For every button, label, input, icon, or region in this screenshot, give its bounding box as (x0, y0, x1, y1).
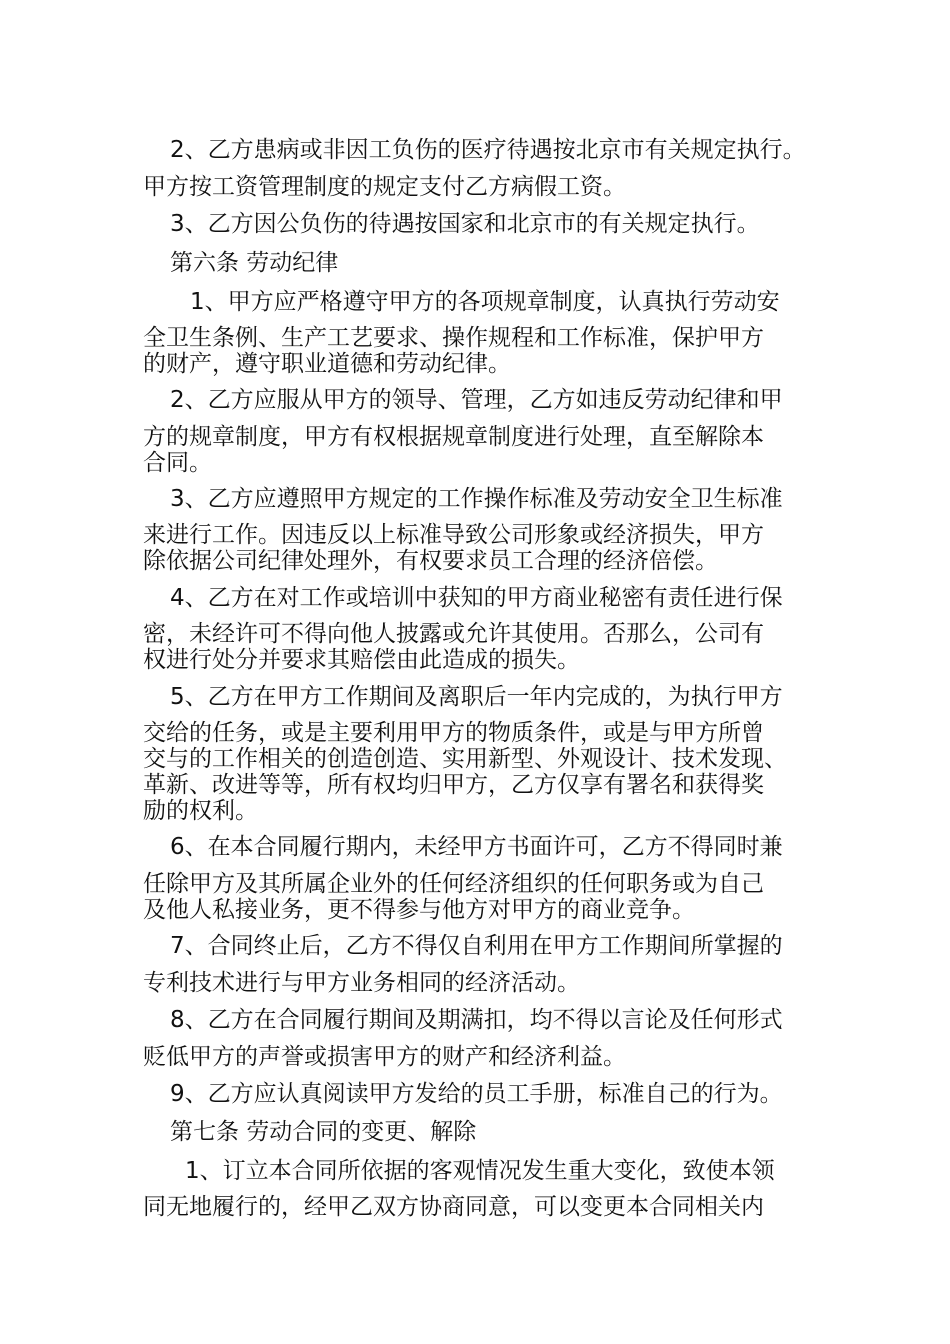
text-line: 交给的任务，或是主要利用甲方的物质条件，或是与甲方所曾 (143, 720, 764, 746)
text-line: 革新、改进等等，所有权均归甲方，乙方仅享有署名和获得奖 (143, 772, 764, 798)
text-line: 甲方按工资管理制度的规定支付乙方病假工资。 (143, 174, 626, 200)
text-line: 2、乙方患病或非因工负伤的医疗待遇按北京市有关规定执行。 (170, 137, 806, 163)
text-line: 全卫生条例、生产工艺要求、操作规程和工作标准，保护甲方 (143, 325, 764, 351)
text-line: 3、乙方因公负伤的待遇按国家和北京市的有关规定执行。 (170, 211, 760, 237)
section-heading: 第六条 劳动纪律 (170, 250, 339, 276)
text-line: 交与的工作相关的创造创造、实用新型、外观设计、技术发现、 (143, 746, 787, 772)
text-line: 方的规章制度，甲方有权根据规章制度进行处理，直至解除本 (143, 424, 764, 450)
text-line: 贬低甲方的声誉或损害甲方的财产和经济利益。 (143, 1044, 626, 1070)
text-line: 1、订立本合同所依据的客观情况发生重大变化，致使本领 (185, 1158, 775, 1184)
text-line: 除依据公司纪律处理外，有权要求员工合理的经济倍偿。 (143, 548, 718, 574)
text-line: 及他人私接业务，更不得参与他方对甲方的商业竞争。 (143, 897, 695, 923)
text-line: 专利技术进行与甲方业务相同的经济活动。 (143, 970, 580, 996)
text-line: 密，未经许可不得向他人披露或允许其使用。否那么，公司有 (143, 621, 764, 647)
text-line: 2、乙方应服从甲方的领导、管理，乙方如违反劳动纪律和甲 (170, 387, 783, 413)
text-line: 9、乙方应认真阅读甲方发给的员工手册，标准自己的行为。 (170, 1081, 783, 1107)
text-line: 4、乙方在对工作或培训中获知的甲方商业秘密有责任进行保 (170, 585, 783, 611)
text-line: 5、乙方在甲方工作期间及离职后一年内完成的，为执行甲方 (170, 684, 783, 710)
text-line: 来进行工作。因违反以上标准导致公司形象或经济损失，甲方 (143, 522, 764, 548)
text-line: 任除甲方及其所属企业外的任何经济组织的任何职务或为自己 (143, 871, 764, 897)
text-line: 合同。 (143, 450, 212, 476)
text-line: 6、在本合同履行期内，未经甲方书面许可，乙方不得同时兼 (170, 834, 783, 860)
text-line: 8、乙方在合同履行期间及期满扣，均不得以言论及任何形式 (170, 1007, 783, 1033)
text-line: 3、乙方应遵照甲方规定的工作操作标准及劳动安全卫生标准 (170, 486, 783, 512)
text-line: 7、合同终止后，乙方不得仅自利用在甲方工作期间所掌握的 (170, 933, 783, 959)
text-line: 权进行处分并要求其赔偿由此造成的损失。 (143, 647, 580, 673)
text-line: 励的权利。 (143, 798, 258, 824)
text-line: 1、甲方应严格遵守甲方的各项规章制度，认真执行劳动安 (190, 289, 780, 315)
section-heading: 第七条 劳动合同的变更、解除 (170, 1119, 477, 1145)
text-line: 的财产，遵守职业道德和劳动纪律。 (143, 351, 511, 377)
text-line: 同无地履行的，经甲乙双方协商同意，可以变更本合同相关内 (143, 1194, 764, 1220)
